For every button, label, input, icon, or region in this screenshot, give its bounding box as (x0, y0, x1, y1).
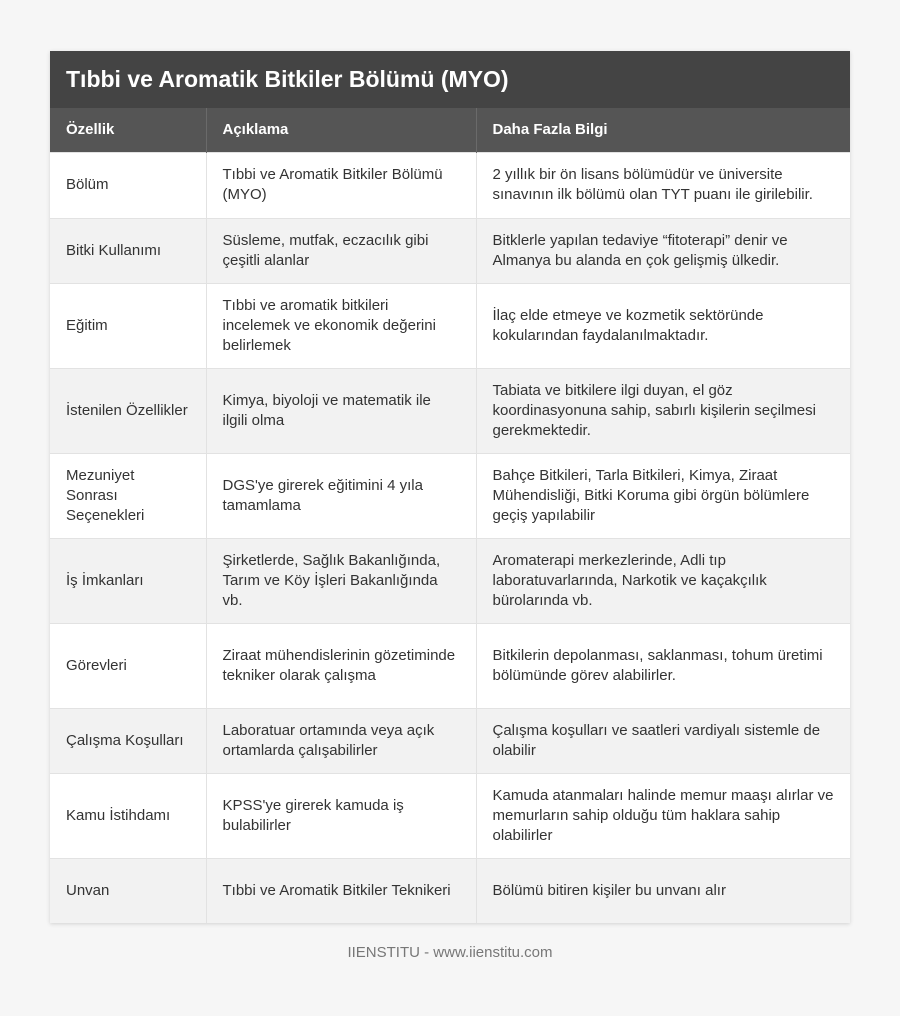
cell-bilgi: Çalışma koşulları ve saatleri vardiyalı sistemle de olabilir (476, 708, 850, 773)
cell-ozellik: Görevleri (50, 623, 206, 708)
cell-aciklama: Laboratuar ortamında veya açık ortamlarda çalışabilirler (206, 708, 476, 773)
cell-aciklama: Kimya, biyoloji ve matematik ile ilgili olma (206, 368, 476, 453)
cell-aciklama: Tıbbi ve Aromatik Bitkiler Bölümü (MYO) (206, 152, 476, 218)
cell-ozellik: Bitki Kullanımı (50, 218, 206, 283)
table-row (50, 538, 850, 623)
cell-ozellik: İş İmkanları (50, 538, 206, 623)
cell-ozellik: İstenilen Özellikler (50, 368, 206, 453)
cell-aciklama: DGS'ye girerek eğitimini 4 yıla tamamlama (206, 453, 476, 538)
header-ozellik: Özellik (50, 108, 206, 152)
cell-aciklama: Süsleme, mutfak, eczacılık gibi çeşitli alanlar (206, 218, 476, 283)
table-row (50, 773, 850, 858)
table-row (50, 218, 850, 283)
header-daha-fazla-bilgi: Daha Fazla Bilgi (476, 108, 850, 152)
table-row (50, 623, 850, 708)
table-title: Tıbbi ve Aromatik Bitkiler Bölümü (MYO) (50, 51, 850, 108)
cell-ozellik: Çalışma Koşulları (50, 708, 206, 773)
cell-bilgi: Bitklerle yapılan tedaviye “fitoterapi” denir ve Almanya bu alanda en çok gelişmiş ülkedir. (476, 218, 850, 283)
header-aciklama: Açıklama (206, 108, 476, 152)
cell-bilgi: Aromaterapi merkezlerinde, Adli tıp laboratuvarlarında, Narkotik ve kaçakçılık bürolarında vb. (476, 538, 850, 623)
info-table (50, 108, 850, 923)
cell-aciklama: Ziraat mühendislerinin gözetiminde tekniker olarak çalışma (206, 623, 476, 708)
cell-bilgi: Bahçe Bitkileri, Tarla Bitkileri, Kimya, Ziraat Mühendisliği, Bitki Koruma gibi örgün bölümlere geçiş yapılabilir (476, 453, 850, 538)
table-row (50, 152, 850, 218)
cell-bilgi: Tabiata ve bitkilere ilgi duyan, el göz koordinasyonuna sahip, sabırlı kişilerin seçilmesi gerekmektedir. (476, 368, 850, 453)
cell-aciklama: Şirketlerde, Sağlık Bakanlığında, Tarım ve Köy İşleri Bakanlığında vb. (206, 538, 476, 623)
info-card (50, 51, 850, 923)
cell-ozellik: Unvan (50, 858, 206, 923)
table-row (50, 368, 850, 453)
cell-ozellik: Eğitim (50, 283, 206, 368)
cell-ozellik: Mezuniyet Sonrası Seçenekleri (50, 453, 206, 538)
cell-bilgi: Bölümü bitiren kişiler bu unvanı alır (476, 858, 850, 923)
cell-bilgi: Bitkilerin depolanması, saklanması, tohum üretimi bölümünde görev alabilirler. (476, 623, 850, 708)
cell-ozellik: Bölüm (50, 152, 206, 218)
cell-ozellik: Kamu İstihdamı (50, 773, 206, 858)
footer-credit: IIENSTITU - www.iienstitu.com (347, 944, 553, 961)
cell-aciklama: KPSS'ye girerek kamuda iş bulabilirler (206, 773, 476, 858)
cell-bilgi: İlaç elde etmeye ve kozmetik sektöründe kokularından faydalanılmaktadır. (476, 283, 850, 368)
cell-aciklama: Tıbbi ve aromatik bitkileri incelemek ve ekonomik değerini belirlemek (206, 283, 476, 368)
table-row (50, 858, 850, 923)
table-row (50, 708, 850, 773)
table-row (50, 283, 850, 368)
table-row (50, 453, 850, 538)
header-row (50, 108, 850, 152)
cell-bilgi: 2 yıllık bir ön lisans bölümüdür ve üniversite sınavının ilk bölümü olan TYT puanı ile girilebilir. (476, 152, 850, 218)
cell-aciklama: Tıbbi ve Aromatik Bitkiler Teknikeri (206, 858, 476, 923)
cell-bilgi: Kamuda atanmaları halinde memur maaşı alırlar ve memurların sahip olduğu tüm haklara sahip olabilirler (476, 773, 850, 858)
